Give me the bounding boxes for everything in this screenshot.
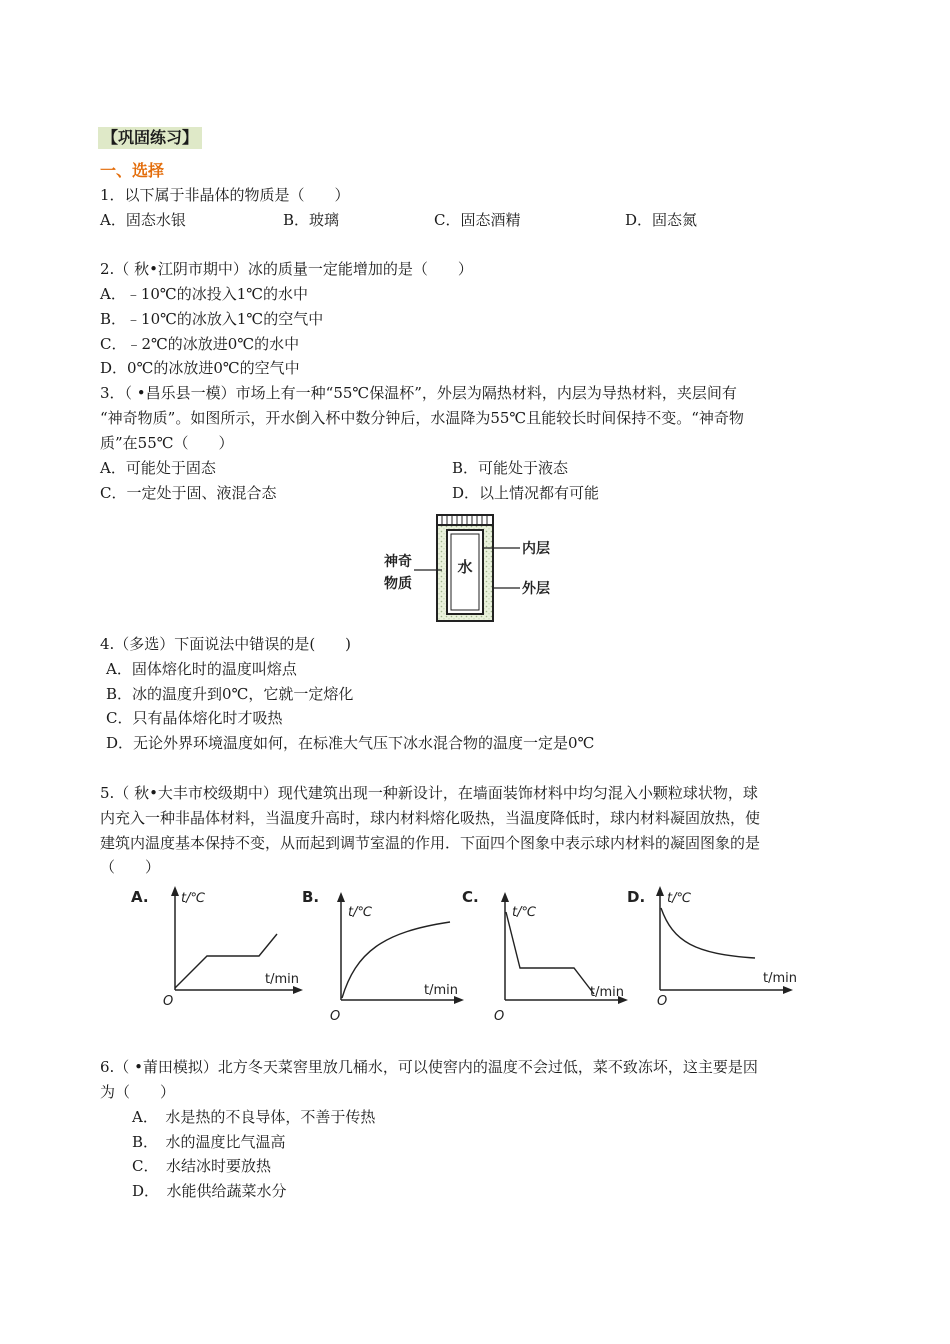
graph-c-ylabel: t/℃: [512, 905, 537, 920]
q3-stem-line-3: 质”在55℃（ ）: [100, 434, 234, 452]
graph-a: [125, 882, 305, 1017]
q1-option-a: A．固态水银: [100, 211, 186, 229]
graph-c-xlabel: t/min: [590, 985, 624, 1000]
q2-option-d: D．0℃的冰放进0℃的空气中: [100, 359, 300, 377]
graph-d-curve: [661, 908, 755, 958]
graph-b-origin: O: [330, 1009, 341, 1024]
q1-option-c: C．固态酒精: [434, 211, 521, 229]
graph-d-origin: O: [657, 994, 668, 1009]
graph-c-origin: O: [494, 1009, 505, 1024]
graph-d: [625, 882, 805, 1017]
q4-option-c: C．只有晶体熔化时才吸热: [106, 709, 283, 727]
q6-stem-line-2: 为（ ）: [100, 1083, 176, 1101]
graph-b-label: B.: [302, 888, 320, 906]
q6-option-a: A． 水是热的不良导体，不善于传热: [132, 1108, 376, 1126]
graph-c-label: C.: [462, 888, 479, 906]
q5-stem-line-1: 5.（ 秋•大丰市校级期中）现代建筑出现一种新设计，在墙面装饰材料中均匀混入小颗粒球状物，球: [100, 784, 758, 802]
q3-option-d: D．以上情况都有可能: [452, 484, 600, 502]
graph-a-curve: [175, 934, 277, 988]
q3-stem-line-2: “神奇物质”。如图所示，开水倒入杯中数分钟后，水温降为55℃且能较长时间保持不变。“神奇物: [100, 409, 744, 427]
q3-stem-line-1: 3．（ •昌乐县一模）市场上有一种“55℃保温杯”，外层为隔热材料，内层为导热材料，夹层间有: [100, 384, 737, 402]
outer-layer-label: 外层: [522, 581, 550, 597]
q3-option-c: C．一定处于固、液混合态: [100, 484, 277, 502]
thermos-cup-figure: [380, 510, 570, 625]
q4-option-d: D．无论外界环境温度如何，在标准大气压下冰水混合物的温度一定是0℃: [106, 734, 595, 752]
graph-c: [458, 882, 638, 1027]
graph-a-origin: O: [163, 994, 174, 1009]
q1-option-d: D．固态氮: [625, 211, 698, 229]
q4-option-b: B．冰的温度升到0℃，它就一定熔化: [106, 685, 354, 703]
q4-stem: 4.（多选）下面说法中错误的是( ): [100, 635, 352, 653]
q5-stem-line-3: 建筑内温度基本保持不变，从而起到调节室温的作用．下面四个图象中表示球内材料的凝固图象的是: [100, 834, 761, 852]
q6-stem-line-1: 6.（ •莆田模拟）北方冬天菜窖里放几桶水，可以使窖内的温度不会过低，菜不致冻坏，这主要是因: [100, 1058, 758, 1076]
graph-a-ylabel: t/℃: [181, 891, 206, 906]
q5-stem-line-4: （ ）: [100, 858, 161, 876]
graph-a-label: A.: [131, 888, 149, 906]
q2-option-b: B．﹣10℃的冰放入1℃的空气中: [100, 310, 324, 328]
section-title: 一、选择: [100, 161, 165, 180]
q5-stem-line-2: 内充入一种非晶体材料，当温度升高时，球内材料熔化吸热，当温度降低时，球内材料凝固放热，使: [100, 809, 761, 827]
graph-d-xlabel: t/min: [763, 971, 797, 986]
q2-option-a: A．﹣10℃的冰投入1℃的水中: [100, 285, 309, 303]
graph-d-label: D.: [627, 888, 646, 906]
q1-stem: 1．以下属于非晶体的物质是（ ）: [100, 186, 350, 204]
q4-option-a: A．固体熔化时的温度叫熔点: [106, 660, 297, 678]
water-label: 水: [457, 558, 473, 576]
q6-option-c: C． 水结冰时要放热: [132, 1157, 271, 1175]
graph-c-curve: [506, 912, 594, 994]
q2-stem: 2.（ 秋•江阴市期中）冰的质量一定能增加的是（ ）: [100, 260, 473, 278]
q3-option-b: B．可能处于液态: [452, 459, 569, 477]
q3-option-a: A．可能处于固态: [100, 459, 216, 477]
q6-option-d: D． 水能供给蔬菜水分: [132, 1182, 287, 1200]
inner-layer-label: 内层: [522, 541, 550, 557]
graph-b-ylabel: t/℃: [348, 905, 373, 920]
graph-a-xlabel: t/min: [265, 972, 299, 987]
q1-option-b: B．玻璃: [283, 211, 340, 229]
cup-lid-shape: [437, 515, 493, 525]
magic-substance-label-2: 物质: [384, 576, 412, 592]
graph-b: [298, 882, 478, 1027]
q6-option-b: B． 水的温度比气温高: [132, 1133, 286, 1151]
q2-option-c: C．﹣2℃的冰放进0℃的水中: [100, 335, 300, 353]
exercise-heading: 【巩固练习】: [98, 127, 202, 149]
magic-substance-label-1: 神奇: [384, 554, 412, 570]
graph-d-ylabel: t/℃: [667, 891, 692, 906]
graph-b-xlabel: t/min: [424, 983, 458, 998]
